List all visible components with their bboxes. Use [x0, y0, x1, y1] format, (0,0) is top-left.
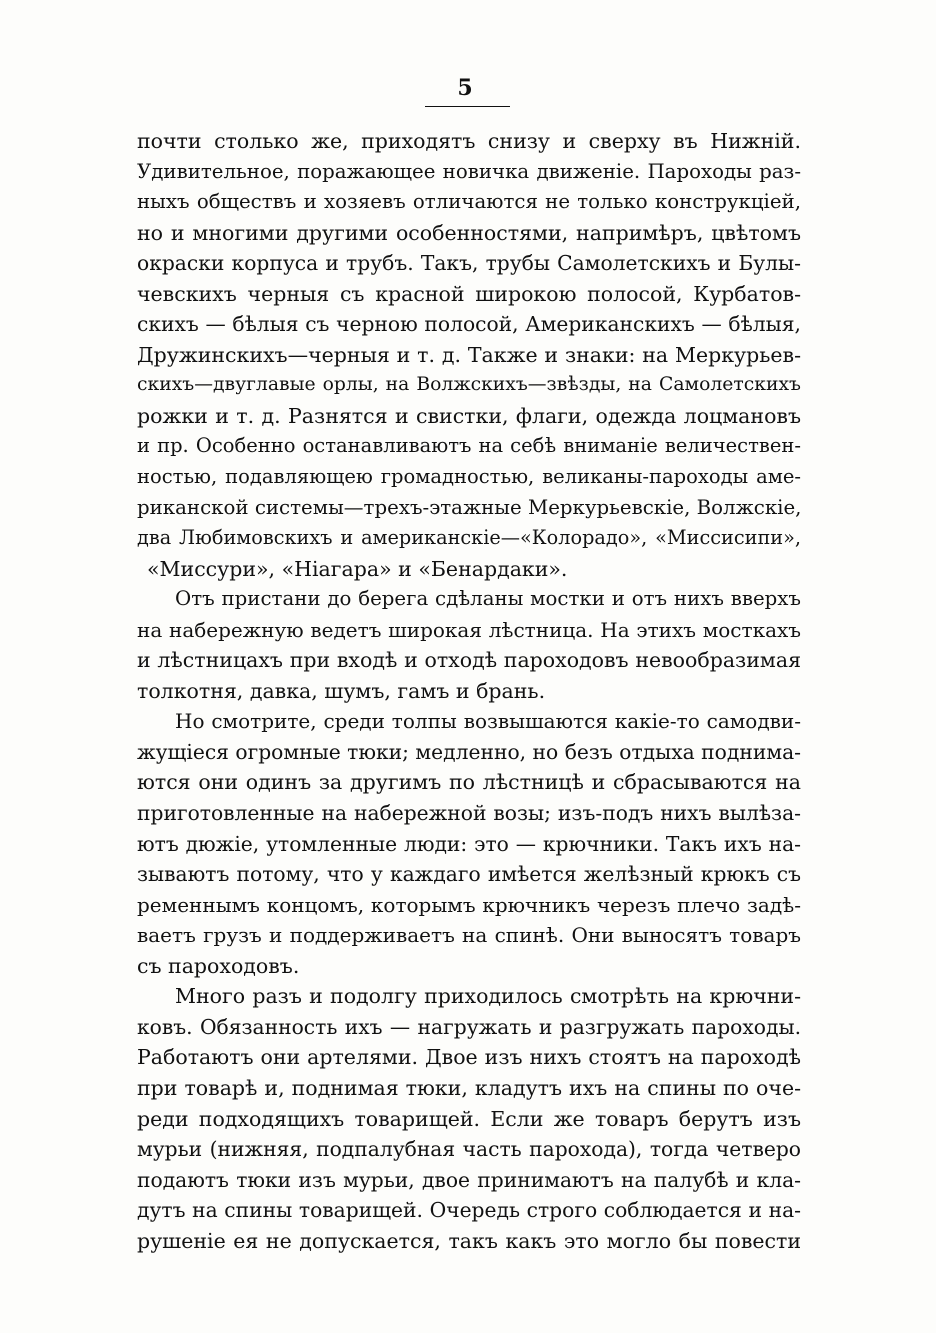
text-line: Удивительное, поражающее новичка движеніе. Пароходы раз-	[137, 159, 801, 183]
text-line: но и многими другими особенностями, напримѣръ, цвѣтомъ	[137, 220, 801, 245]
text-line: мурьи (нижняя, подпалубная часть парохода), тогда четверо	[137, 1137, 801, 1162]
paragraph-last-line: съ пароходовъ.	[137, 953, 300, 978]
paragraph-last-line: толкотня, давка, шумъ, гамъ и брань.	[137, 678, 546, 703]
text-line: скихъ — бѣлыя съ черною полосой, Американскихъ — бѣлыя,	[137, 312, 801, 337]
text-line: жущіеся огромные тюки; медленно, но безъ отдыха поднима-	[137, 739, 801, 764]
text-line: дутъ на спины товарищей. Очередь строго соблюдается и на-	[137, 1198, 801, 1223]
text-line: ются они одинъ за другимъ по лѣстницѣ и сбрасываются на	[137, 770, 801, 795]
paragraph-last-line: «Миссури», «Ніагара» и «Бенардаки».	[147, 556, 568, 581]
text-line: зываютъ потому, что у каждаго имѣется желѣзный крюкъ съ	[137, 862, 801, 887]
text-line: ютъ дюжіе, утомленные люди: это — крючники. Такъ ихъ на-	[137, 831, 801, 856]
text-line: чевскихъ черныя съ красной широкою полосой, Курбатов-	[137, 281, 801, 306]
text-line: ковъ. Обязанность ихъ — нагружать и разгружать пароходы.	[137, 1014, 801, 1039]
text-line: и пр. Особенно останавливаютъ на себѣ вниманіе величествен-	[137, 434, 801, 458]
page-number: 5	[457, 75, 473, 101]
paragraph-first-line: Отъ пристани до берега сдѣланы мостки и отъ нихъ вверхъ	[175, 587, 801, 611]
paragraph-first-line: Много разъ и подолгу приходилось смотрѣть на крючни-	[175, 984, 801, 1009]
text-line: при товарѣ и, поднимая тюки, кладутъ ихъ на спины по оче-	[137, 1075, 801, 1100]
page-number-rule	[425, 106, 510, 107]
text-line: на набережную ведетъ широкая лѣстница. На этихъ мосткахъ	[137, 617, 801, 642]
text-line: приготовленные на набережной возы; изъ-подъ нихъ вылѣза-	[137, 801, 801, 826]
text-line: ременнымъ концомъ, которымъ крючникъ черезъ плечо задѣ-	[137, 892, 801, 917]
text-line: скихъ—двуглавые орлы, на Волжскихъ—звѣзды, на Самолетскихъ	[137, 374, 801, 396]
text-line: окраски корпуса и трубъ. Такъ, трубы Самолетскихъ и Булы-	[137, 251, 801, 276]
paragraph-first-line: Но смотрите, среди толпы возвышаются какіе-то самодви-	[175, 709, 801, 734]
text-line: реди подходящихъ товарищей. Если же товаръ берутъ изъ	[137, 1106, 801, 1131]
text-line: подаютъ тюки изъ мурьи, двое принимаютъ на палубѣ и кла-	[137, 1167, 801, 1192]
text-line: почти столько же, приходятъ снизу и сверху въ Нижній.	[137, 129, 801, 153]
text-line: ныхъ обществъ и хозяевъ отличаются не только конструкціей,	[137, 190, 801, 214]
body-text	[137, 126, 801, 1256]
text-line: риканской системы—трехъ-этажные Меркурьевскіе, Волжскіе,	[137, 495, 801, 519]
text-line: Дружинскихъ—черныя и т. д. Также и знаки: на Меркурьев-	[137, 342, 801, 367]
text-line: два Любимовскихъ и американскіе—«Колорадо», «Миссисипи»,	[137, 526, 801, 550]
text-line: ностью, подавляющею громадностью, великаны-пароходы аме-	[137, 465, 801, 489]
text-line: рожки и т. д. Разнятся и свистки, флаги, одежда лоцмановъ	[137, 403, 801, 428]
text-line: Работаютъ они артелями. Двое изъ нихъ стоятъ на пароходѣ	[137, 1045, 801, 1070]
text-line: ваетъ грузъ и поддерживаетъ на спинѣ. Они выносятъ товаръ	[137, 923, 801, 948]
text-line: и лѣстницахъ при входѣ и отходѣ пароходовъ невообразимая	[137, 648, 801, 673]
text-line: рушеніе ея не допускается, такъ какъ это могло бы повести	[137, 1228, 801, 1253]
